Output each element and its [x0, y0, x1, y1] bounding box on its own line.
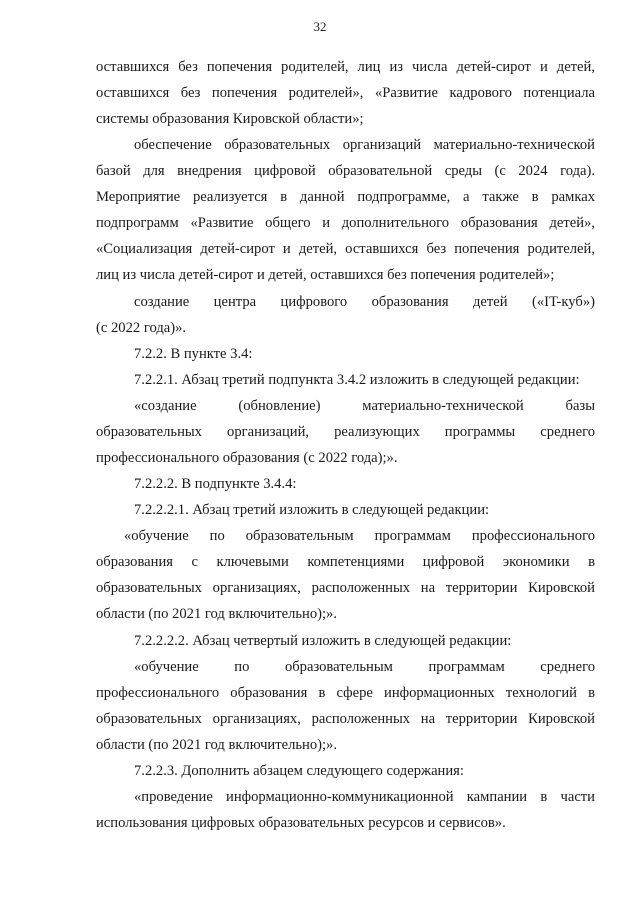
text-line: профессионального образования в сфере информационных технологий в	[96, 685, 595, 701]
text-line: области (по 2021 год включительно);».	[96, 606, 337, 622]
text-line: 7.2.2.2.2. Абзац четвертый изложить в следующей редакции:	[134, 633, 512, 649]
text-line: образовательных организациях, расположенных на территории Кировской	[96, 580, 595, 596]
text-line: базой для внедрения цифровой образовательной среды (с 2024 года).	[96, 163, 595, 179]
text-line: образования с ключевыми компетенциями цифровой экономики в	[96, 554, 595, 570]
text-line: профессионального образования (с 2022 года);».	[96, 450, 398, 466]
text-line: оставшихся без попечения родителей», «Развитие кадрового потенциала	[96, 85, 595, 101]
text-line: «создание (обновление) материально-технической базы	[134, 398, 595, 414]
text-line: «обучение по образовательным программам среднего	[134, 659, 595, 675]
text-line: «проведение информационно-коммуникационной кампании в части	[134, 789, 595, 805]
text-line: 7.2.2.2.1. Абзац третий изложить в следующей редакции:	[134, 502, 490, 518]
text-line: создание центра цифрового образования детей («IT-куб»)	[134, 294, 595, 310]
text-line: образовательных организаций, реализующих программы среднего	[96, 424, 595, 440]
text-line: «обучение по образовательным программам профессионального	[124, 528, 595, 544]
text-line: обеспечение образовательных организаций материально-технической	[134, 137, 595, 153]
text-line: оставшихся без попечения родителей, лиц из числа детей-сирот и детей,	[96, 59, 595, 75]
text-line: (с 2022 года)».	[96, 320, 187, 336]
text-line: использования цифровых образовательных ресурсов и сервисов».	[96, 815, 506, 831]
text-line: области (по 2021 год включительно);».	[96, 737, 337, 753]
page-number: 32	[313, 19, 327, 34]
text-line: образовательных организациях, расположенных на территории Кировской	[96, 711, 595, 727]
text-line: «Социализация детей-сирот и детей, оставшихся без попечения родителей,	[96, 241, 595, 257]
text-line: 7.2.2. В пункте 3.4:	[134, 346, 253, 362]
text-line: 7.2.2.1. Абзац третий подпункта 3.4.2 изложить в следующей редакции:	[134, 372, 580, 388]
text-line: Мероприятие реализуется в данной подпрограмме, а также в рамках	[96, 189, 595, 205]
text-line: системы образования Кировской области»;	[96, 111, 364, 127]
text-line: 7.2.2.3. Дополнить абзацем следующего содержания:	[134, 763, 464, 779]
text-line: подпрограмм «Развитие общего и дополнительного образования детей»,	[96, 215, 595, 231]
text-line: 7.2.2.2. В подпункте 3.4.4:	[134, 476, 297, 492]
text-line: лиц из числа детей-сирот и детей, оставшихся без попечения родителей»;	[96, 267, 555, 283]
